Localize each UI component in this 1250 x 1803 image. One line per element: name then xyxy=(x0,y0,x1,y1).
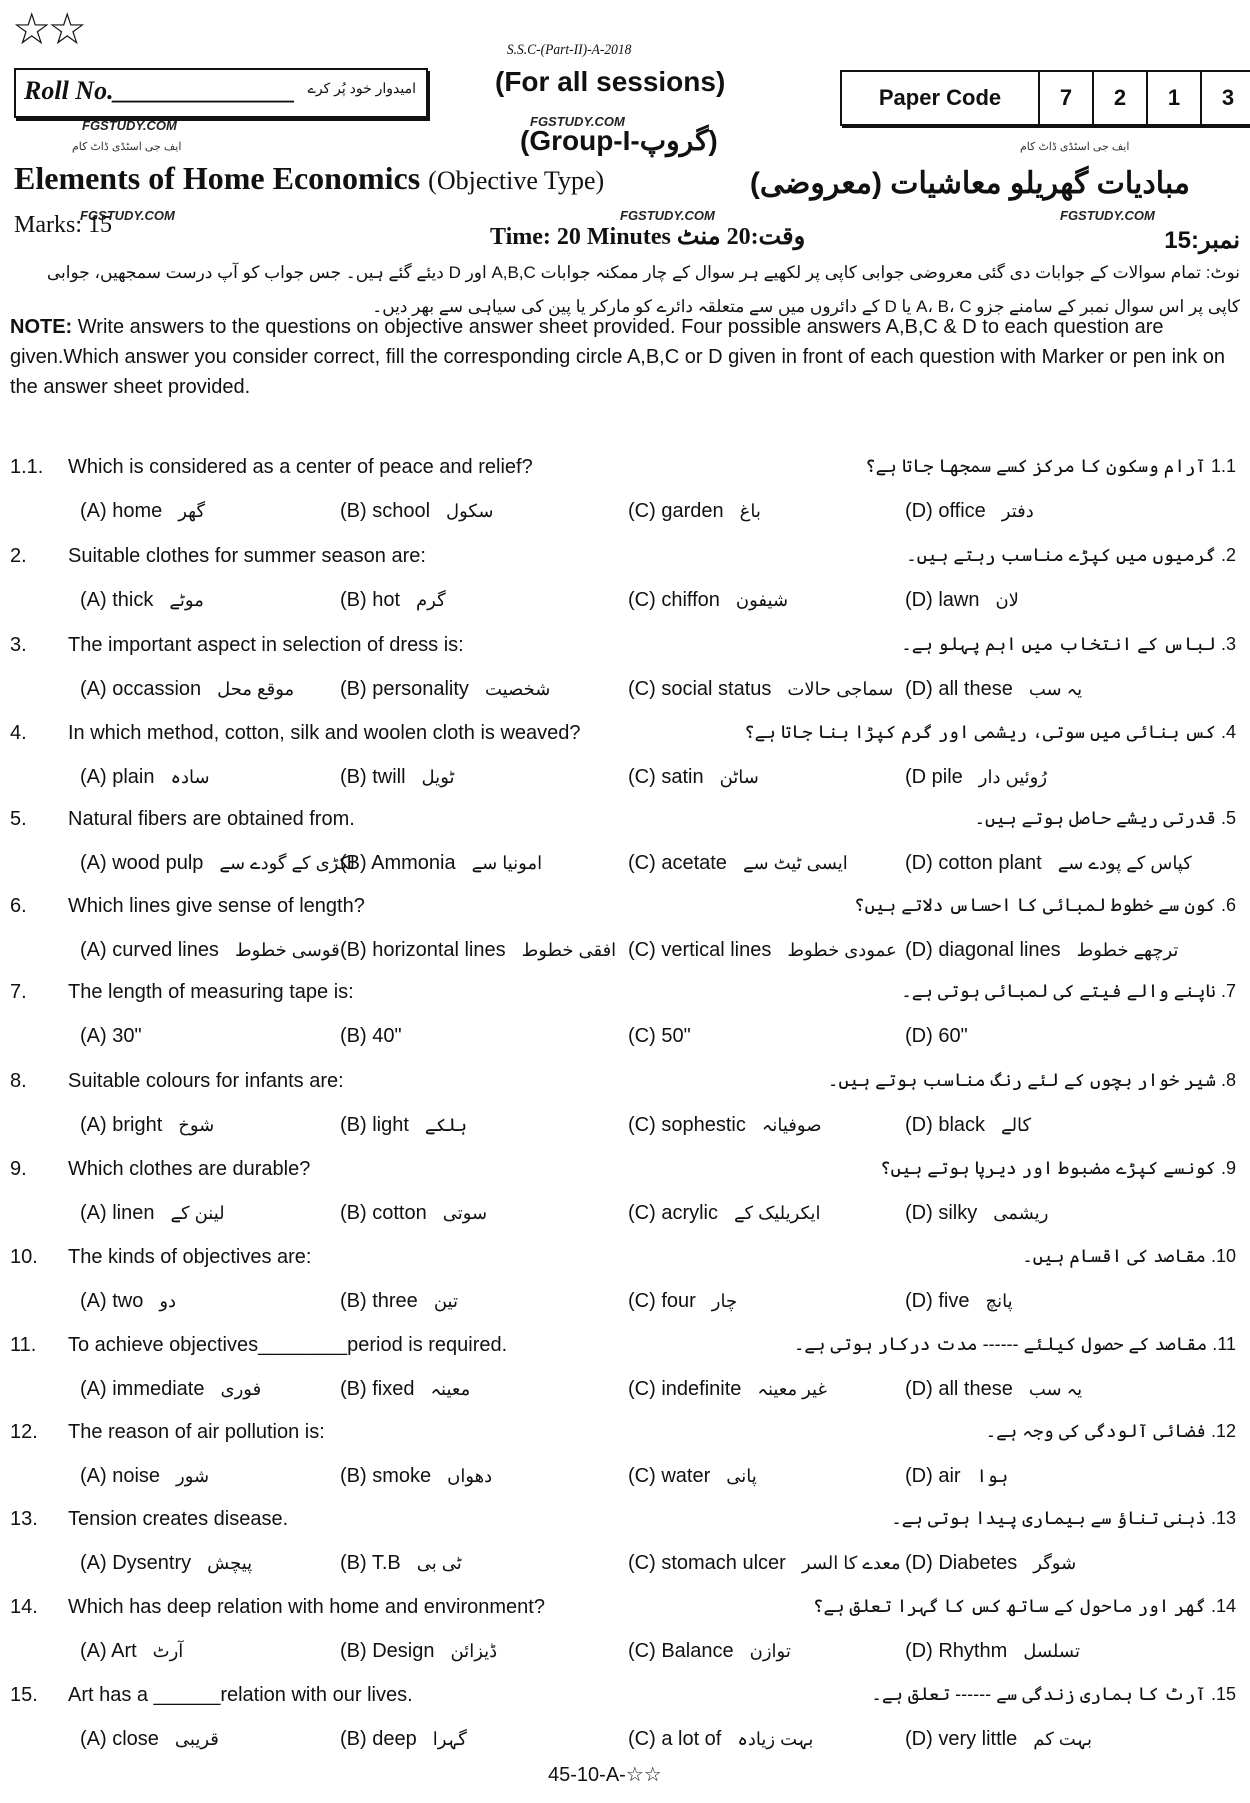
option-english: (C) social status xyxy=(628,678,772,700)
question-text: Which lines give sense of length? xyxy=(68,895,365,917)
option-english: (D) all these xyxy=(905,1378,1013,1400)
watermark: FGSTUDY.COM xyxy=(530,114,625,129)
question-text: Which is considered as a center of peace and relief? xyxy=(68,456,533,478)
option-english: (C) acetate xyxy=(628,852,727,874)
paper-code-digit: 7 xyxy=(1038,72,1092,124)
option-english: (D) air xyxy=(905,1465,961,1487)
options-row xyxy=(0,1465,1250,1495)
option-english: (A) wood pulp xyxy=(80,852,204,874)
option-urdu: توازن xyxy=(749,1641,791,1661)
roll-number-label: Roll No.______________ xyxy=(24,76,296,105)
question-line xyxy=(0,722,1250,752)
question-text: The reason of air pollution is: xyxy=(68,1421,325,1443)
answer-option xyxy=(905,1552,1076,1575)
option-urdu: تسلسل xyxy=(1023,1641,1080,1661)
option-english: (D) 60" xyxy=(905,1025,968,1047)
options-row xyxy=(0,1640,1250,1670)
answer-option xyxy=(80,852,355,875)
option-english: (C) Balance xyxy=(628,1640,734,1662)
note-text: Write answers to the questions on objective answer sheet provided. Four possible answers A,B,C & D to each question are given.Which answer you consider correct, fill the corresponding circle A,B,C or D given in front of each question with Marker or pen ink on the answer sheet provided. xyxy=(10,316,1226,398)
option-urdu: افقی خطوط xyxy=(521,940,617,960)
question-text: Suitable colours for infants are: xyxy=(68,1070,344,1092)
option-english: (B) twill xyxy=(340,766,406,788)
option-urdu: قوسی خطوط xyxy=(234,940,340,960)
answer-option xyxy=(905,939,1178,962)
option-english: (D) Diabetes xyxy=(905,1552,1018,1574)
question-line xyxy=(0,456,1250,486)
question-line xyxy=(0,981,1250,1011)
option-english: (C) vertical lines xyxy=(628,939,772,961)
question-urdu: 1.1 آرام وسکون کا مرکز کسے سمجھا جاتا ہے؟ xyxy=(865,456,1236,476)
option-urdu: گھر xyxy=(178,501,206,521)
subject-title: Elements of Home Economics xyxy=(14,160,421,196)
option-english: (D) five xyxy=(905,1290,970,1312)
roll-number-urdu: امیدوار خود پُر کرے xyxy=(307,80,416,96)
option-english: (C) water xyxy=(628,1465,711,1487)
question-line xyxy=(0,545,1250,575)
question-urdu: 3. لباس کے انتخاب میں اہم پہلو ہے۔ xyxy=(901,634,1236,654)
option-urdu: گرم xyxy=(416,590,446,610)
answer-option xyxy=(340,1552,462,1575)
answer-option xyxy=(80,766,210,789)
question-text: Tension creates disease. xyxy=(68,1508,289,1530)
option-urdu: باغ xyxy=(739,501,761,521)
answer-option xyxy=(628,1025,707,1048)
answer-option xyxy=(628,852,848,875)
option-urdu: بہت کم xyxy=(1033,1729,1093,1749)
question-urdu: 12. فضائی آلودگی کی وجہ ہے۔ xyxy=(985,1421,1236,1441)
option-urdu: سوتی xyxy=(442,1203,488,1223)
option-english: (B) school xyxy=(340,500,431,522)
option-english: (A) thick xyxy=(80,589,154,611)
question-urdu: 6. کون سے خطوط لمبائی کا احساس دلاتے ہیں؟ xyxy=(854,895,1236,915)
question-number: 7. xyxy=(10,981,27,1003)
option-english: (A) plain xyxy=(80,766,155,788)
answer-option xyxy=(905,1728,1092,1751)
watermark: FGSTUDY.COM xyxy=(80,208,175,223)
option-english: (C) garden xyxy=(628,500,724,522)
answer-option xyxy=(905,766,1047,789)
question-number: 15. xyxy=(10,1684,38,1706)
question-number: 14. xyxy=(10,1596,38,1618)
option-english: (D) all these xyxy=(905,678,1013,700)
option-english: (C) stomach ulcer xyxy=(628,1552,786,1574)
answer-option xyxy=(80,678,294,701)
paper-code-digit: 2 xyxy=(1092,72,1146,124)
question-line xyxy=(0,1421,1250,1451)
answer-option xyxy=(905,1025,984,1048)
option-urdu: شور xyxy=(176,1466,210,1486)
option-urdu: ہلکے xyxy=(424,1115,468,1135)
answer-option xyxy=(80,1378,261,1401)
options-row xyxy=(0,1025,1250,1055)
option-english: (D) cotton plant xyxy=(905,852,1042,874)
urdu-marks: نمبر:15 xyxy=(1164,227,1240,254)
option-urdu: ڈیزائن xyxy=(450,1641,498,1661)
option-english: (D) office xyxy=(905,500,986,522)
answer-option xyxy=(628,1202,821,1225)
option-english: (B) 40" xyxy=(340,1025,402,1047)
options-row xyxy=(0,1378,1250,1408)
paper-code-digit: 1 xyxy=(1146,72,1200,124)
watermark: FGSTUDY.COM xyxy=(620,208,715,223)
exam-code: S.S.C-(Part-II)-A-2018 xyxy=(506,42,632,58)
footer-code: 45-10-A-☆☆ xyxy=(548,1764,662,1786)
option-english: (C) sophestic xyxy=(628,1114,746,1136)
option-urdu: ترچھے خطوط xyxy=(1076,940,1179,960)
question-line xyxy=(0,1684,1250,1714)
urdu-title: مبادیات گھریلو معاشیات (معروضی) xyxy=(749,167,1190,200)
answer-option xyxy=(628,1728,813,1751)
option-urdu: ایسی ٹیٹ سے xyxy=(742,853,848,873)
answer-option xyxy=(80,1552,252,1575)
answer-option xyxy=(905,1202,1048,1225)
answer-option xyxy=(628,500,761,523)
option-english: (C) indefinite xyxy=(628,1378,742,1400)
question-line xyxy=(0,1596,1250,1626)
watermark-urdu: ایف جی اسٹڈی ڈاٹ کام xyxy=(72,141,182,153)
answer-option xyxy=(340,852,542,875)
answer-option xyxy=(340,1202,487,1225)
answer-option xyxy=(905,678,1082,701)
stars-mark: ☆☆ xyxy=(12,4,83,55)
options-row xyxy=(0,1728,1250,1758)
option-urdu: کپاس کے پودے سے xyxy=(1057,853,1192,873)
answer-option xyxy=(628,678,893,701)
answer-option xyxy=(628,939,897,962)
option-urdu: لینن کے xyxy=(170,1203,225,1223)
option-urdu: شوخ xyxy=(178,1115,215,1135)
question-urdu: 9. کونسے کپڑے مضبوط اور دیرپا ہوتے ہیں؟ xyxy=(880,1158,1236,1178)
question-line xyxy=(0,1158,1250,1188)
option-urdu: شوگر xyxy=(1033,1553,1077,1573)
answer-option xyxy=(905,852,1192,875)
watermark: FGSTUDY.COM xyxy=(1060,208,1155,223)
option-english: (C) a lot of xyxy=(628,1728,722,1750)
answer-option xyxy=(628,1640,791,1663)
question-number: 2. xyxy=(10,545,27,567)
paper-code-box xyxy=(840,70,1250,126)
option-english: (C) chiffon xyxy=(628,589,720,611)
question-number: 5. xyxy=(10,808,27,830)
question-urdu: 14. گھر اور ماحول کے ساتھ کس کا گہرا تعلق ہے؟ xyxy=(812,1596,1236,1616)
answer-option xyxy=(340,1025,418,1048)
question-urdu: 4. کس بنائی میں سوتی، ریشمی اور گرم کپڑا بنا جاتا ہے؟ xyxy=(744,722,1236,742)
answer-option xyxy=(340,1378,470,1401)
option-english: (B) deep xyxy=(340,1728,417,1750)
answer-option xyxy=(80,589,204,612)
question-line xyxy=(0,634,1250,664)
option-urdu: معینہ xyxy=(430,1379,471,1399)
urdu-instructions: نوٹ: تمام سوالات کے جوابات دی گئی معروضی جوابی کاپی پر لکھیے ہر سوال کے چار ممکنہ جوابات A,B,C اور D دیئے گئے ہیں۔ جس جواب کو آپ درست سمجھیں، جوابی کاپی پر اس سوال نمبر کے سامنے جزو A، B، C یا D کے دائروں میں سے متعلقہ دائرے کو مارکر یا پین کی سیاہی سے بھر دیں۔ xyxy=(46,263,1240,316)
question-urdu: 5. قدرتی ریشے حاصل ہوتے ہیں۔ xyxy=(974,808,1236,828)
option-urdu: پانی xyxy=(726,1466,757,1486)
option-english: (A) occassion xyxy=(80,678,202,700)
question-text: Natural fibers are obtained from. xyxy=(68,808,355,830)
question-text: In which method, cotton, silk and woolen cloth is weaved? xyxy=(68,722,581,744)
question-urdu: 7. ناپنے والے فیتے کی لمبائی ہوتی ہے۔ xyxy=(901,981,1236,1001)
option-english: (C) satin xyxy=(628,766,704,788)
answer-option xyxy=(340,939,616,962)
option-english: (A) Dysentry xyxy=(80,1552,192,1574)
option-urdu: پیچش xyxy=(207,1553,253,1573)
option-english: (A) linen xyxy=(80,1202,155,1224)
option-english: (D) black xyxy=(905,1114,986,1136)
answer-option xyxy=(80,1114,214,1137)
note-label: NOTE: xyxy=(10,316,73,338)
answer-option xyxy=(340,1114,467,1137)
option-urdu: دفتر xyxy=(1001,501,1034,521)
option-english: (C) acrylic xyxy=(628,1202,718,1224)
answer-option xyxy=(80,1202,225,1225)
option-urdu: سادہ xyxy=(170,767,210,787)
option-english: (D) very little xyxy=(905,1728,1018,1750)
answer-option xyxy=(628,589,788,612)
question-line xyxy=(0,895,1250,925)
question-urdu: 2. گرمیوں میں کپڑے مناسب رہتے ہیں۔ xyxy=(906,545,1236,565)
question-urdu: 10. مقاصد کی اقسام ہیں۔ xyxy=(1022,1246,1236,1266)
question-line xyxy=(0,808,1250,838)
option-urdu: ٹی بی xyxy=(416,1553,462,1573)
answer-option xyxy=(80,500,205,523)
option-urdu: دو xyxy=(159,1291,177,1311)
answer-option xyxy=(80,1640,183,1663)
options-row xyxy=(0,1202,1250,1232)
answer-option xyxy=(628,1378,827,1401)
option-english: (D) diagonal lines xyxy=(905,939,1061,961)
option-urdu: بہت زیادہ xyxy=(737,1729,814,1749)
question-number: 11. xyxy=(10,1334,37,1356)
option-english: (D) Rhythm xyxy=(905,1640,1008,1662)
option-urdu: موٹے xyxy=(169,590,204,610)
option-english: (A) curved lines xyxy=(80,939,219,961)
paper-title xyxy=(14,160,604,197)
option-urdu: فوری xyxy=(220,1379,262,1399)
question-number: 4. xyxy=(10,722,27,744)
question-text: The kinds of objectives are: xyxy=(68,1246,312,1268)
question-urdu: 11. مقاصد کے حصول کیلئے ------ مدت درکار ہوتی ہے۔ xyxy=(793,1334,1236,1354)
answer-option xyxy=(340,500,493,523)
answer-option xyxy=(628,1290,737,1313)
option-urdu: صوفیانہ xyxy=(761,1115,822,1135)
options-row xyxy=(0,500,1250,530)
option-urdu: ریشمی xyxy=(993,1203,1049,1223)
option-english: (A) close xyxy=(80,1728,159,1750)
question-line xyxy=(0,1334,1250,1364)
option-english: (A) 30" xyxy=(80,1025,142,1047)
option-urdu: کالے xyxy=(1001,1115,1032,1135)
option-english: (B) light xyxy=(340,1114,409,1136)
answer-option xyxy=(340,678,550,701)
answer-option xyxy=(340,1290,458,1313)
option-english: (B) three xyxy=(340,1290,418,1312)
option-urdu: لکڑی کے گودے سے xyxy=(219,853,356,873)
answer-option xyxy=(905,1465,1008,1488)
option-urdu: یہ سب xyxy=(1028,1379,1083,1399)
question-line xyxy=(0,1070,1250,1100)
option-urdu: شیفون xyxy=(735,590,789,610)
option-english: (B) Design xyxy=(340,1640,435,1662)
answer-option xyxy=(628,1114,821,1137)
answer-option xyxy=(628,1465,757,1488)
answer-option xyxy=(340,589,446,612)
option-urdu: ساٹن xyxy=(719,767,759,787)
paper-code-digit: 3 xyxy=(1200,72,1250,124)
option-english: (B) T.B xyxy=(340,1552,401,1574)
answer-option xyxy=(340,766,455,789)
question-urdu: 15. آرٹ کا ہماری زندگی سے ------ تعلق ہے۔ xyxy=(871,1684,1236,1704)
option-urdu: امونیا سے xyxy=(471,853,543,873)
answer-option xyxy=(905,1114,1031,1137)
option-english: (A) immediate xyxy=(80,1378,205,1400)
options-row xyxy=(0,766,1250,796)
question-number: 3. xyxy=(10,634,27,656)
option-urdu: عمودی خطوط xyxy=(787,940,897,960)
answer-option xyxy=(80,1290,176,1313)
option-english: (A) Art xyxy=(80,1640,137,1662)
question-text: The important aspect in selection of dress is: xyxy=(68,634,464,656)
question-urdu: 8. شیر خوار بچوں کے لئے رنگ مناسب ہوتے ہیں۔ xyxy=(827,1070,1236,1090)
option-urdu: چار xyxy=(711,1291,738,1311)
question-text: Which clothes are durable? xyxy=(68,1158,311,1180)
option-english: (B) smoke xyxy=(340,1465,432,1487)
option-urdu: ایکریلیک کے xyxy=(734,1203,821,1223)
answer-option xyxy=(905,1378,1082,1401)
sessions-label: (For all sessions) xyxy=(495,66,726,97)
options-row xyxy=(0,939,1250,969)
answer-option xyxy=(340,1465,492,1488)
option-english: (B) fixed xyxy=(340,1378,415,1400)
option-english: (A) noise xyxy=(80,1465,161,1487)
marks-label: Marks: 15 xyxy=(14,212,112,238)
option-english: (B) Ammonia xyxy=(340,852,456,874)
option-english: (C) four xyxy=(628,1290,696,1312)
time-label: Time: 20 Minutes وقت:20 منٹ xyxy=(490,224,806,250)
options-row xyxy=(0,1552,1250,1582)
answer-option xyxy=(628,1552,901,1575)
options-row xyxy=(0,589,1250,619)
option-urdu: غیر معینہ xyxy=(757,1379,827,1399)
question-number: 1.1. xyxy=(10,456,44,478)
question-number: 10. xyxy=(10,1246,38,1268)
option-urdu: دھواں xyxy=(447,1466,493,1486)
options-row xyxy=(0,1290,1250,1320)
question-text: To achieve objectives________period is required. xyxy=(68,1334,508,1356)
answer-option xyxy=(80,939,340,962)
option-urdu: گہرا xyxy=(432,1729,467,1749)
option-urdu: سماجی حالات xyxy=(787,679,894,699)
option-urdu: پانچ xyxy=(985,1291,1013,1311)
option-urdu: تین xyxy=(433,1291,458,1311)
option-english: (D) silky xyxy=(905,1202,978,1224)
option-english: (A) home xyxy=(80,500,163,522)
question-number: 9. xyxy=(10,1158,27,1180)
question-line xyxy=(0,1508,1250,1538)
answer-option xyxy=(905,500,1034,523)
option-urdu: آرٹ xyxy=(152,1641,184,1661)
answer-option xyxy=(80,1465,209,1488)
option-english: (D pile xyxy=(905,766,963,788)
option-english: (A) two xyxy=(80,1290,144,1312)
roll-number-box xyxy=(14,68,428,118)
options-row xyxy=(0,852,1250,882)
answer-option xyxy=(905,1290,1013,1313)
answer-option xyxy=(340,1640,497,1663)
option-urdu: ہوا xyxy=(976,1466,1009,1486)
question-number: 13. xyxy=(10,1508,38,1530)
answer-option xyxy=(628,766,759,789)
option-english: (B) hot xyxy=(340,589,401,611)
question-number: 6. xyxy=(10,895,27,917)
option-english: (D) lawn xyxy=(905,589,980,611)
option-urdu: قریبی xyxy=(174,1729,219,1749)
question-number: 12. xyxy=(10,1421,38,1443)
option-urdu: رُوئیں دار xyxy=(978,767,1048,787)
option-english: (B) personality xyxy=(340,678,469,700)
options-row xyxy=(0,1114,1250,1144)
option-urdu: شخصیت xyxy=(484,679,551,699)
option-urdu: ٹویل xyxy=(421,767,455,787)
option-english: (C) 50" xyxy=(628,1025,691,1047)
paper-type: (Objective Type) xyxy=(428,166,605,195)
question-text: Which has deep relation with home and environment? xyxy=(68,1596,545,1618)
answer-option xyxy=(340,1728,467,1751)
options-row xyxy=(0,678,1250,708)
option-urdu: لان xyxy=(995,590,1019,610)
option-urdu: یہ سب xyxy=(1028,679,1083,699)
paper-code-label: Paper Code xyxy=(878,85,1002,110)
instructions xyxy=(10,312,1240,402)
option-urdu: موقع محل xyxy=(217,679,295,699)
question-urdu: 13. ذہنی تناؤ سے بیماری پیدا ہوتی ہے۔ xyxy=(891,1508,1236,1528)
question-number: 8. xyxy=(10,1070,27,1092)
option-urdu: سکول xyxy=(446,501,494,521)
question-text: The length of measuring tape is: xyxy=(68,981,354,1003)
question-line xyxy=(0,1246,1250,1276)
group-label: (Group-I-گروپ) xyxy=(520,125,718,156)
answer-option xyxy=(80,1025,158,1048)
answer-option xyxy=(905,589,1019,612)
option-english: (B) horizontal lines xyxy=(340,939,506,961)
watermark: FGSTUDY.COM xyxy=(82,118,177,133)
option-english: (A) bright xyxy=(80,1114,163,1136)
question-text: Suitable clothes for summer season are: xyxy=(68,545,426,567)
question-text: Art has a ______relation with our lives. xyxy=(68,1684,413,1706)
answer-option xyxy=(905,1640,1080,1663)
option-urdu: معدے کا السر xyxy=(801,1553,901,1573)
option-english: (B) cotton xyxy=(340,1202,427,1224)
watermark-urdu: ایف جی اسٹڈی ڈاٹ کام xyxy=(1020,141,1130,153)
answer-option xyxy=(80,1728,219,1751)
